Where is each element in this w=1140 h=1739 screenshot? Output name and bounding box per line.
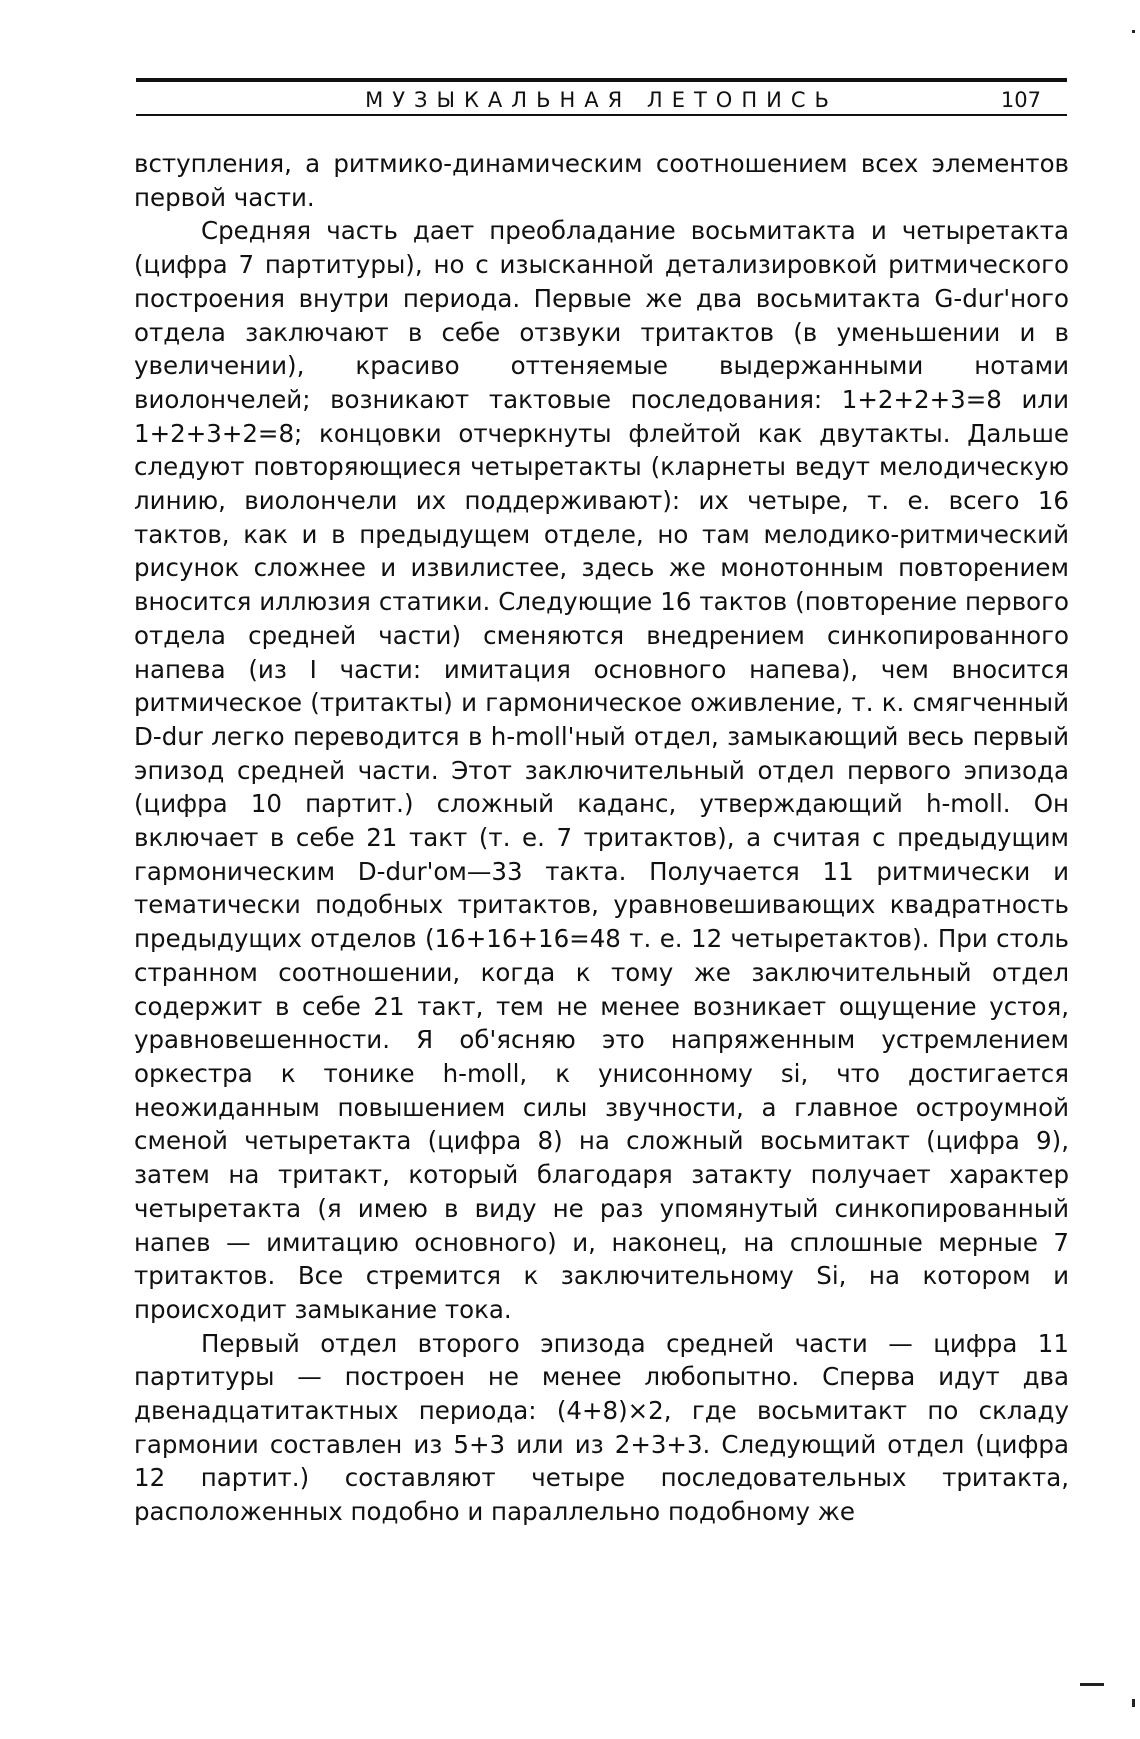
print-speck [1132,1699,1135,1707]
paragraph-middle-section: Средняя часть дает преобладание восьмитакта и четыретакта (цифра 7 партитуры), но с изысканной детализировкой ритмического построения внутри периода. Первые же два восьмитакта G-dur'ного отдела заключают в себе отзвуки тритактов (в уменьшении и в увеличении), красиво оттеняемые выдержанными нотами виолончелей; возникают тактовые последования: 1+2+2+3=8 или 1+2+3+2=8; концовки отчеркнуты флейтой как двутакты. Дальше следуют повторяющиеся четыретакты (кларнеты ведут мелодическую линию, виолончели их поддерживают): их четыре, т. е. всего 16 тактов, как и в предыдущем отделе, но там мелодико-ритмический рисунок сложнее и извилистее, здесь же монотонным повторением вносится иллюзия статики. Следующие 16 тактов (повторение первого отдела средней части) сменяются внедрением синкопированного напева (из I части: имитация основного напева), чем вносится ритмическое (тритакты) и гармоническое оживление, т. к. смягченный D-dur легко переводится в h-moll'ный отдел, замыкающий весь первый эпизод средней части. Этот заключительный отдел первого эпизода (цифра 10 партит.) сложный каданс, утверждающий h-moll. Он включает в себе 21 такт (т. е. 7 тритактов), а считая с предыдущим гармоническим D-dur'ом—33 такта. Получается 11 ритмически и тематически подобных тритактов, уравновешивающих квадратность предыдущих отделов (16+16+16=48 т. е. 12 четыретактов). При столь странном соотношении, когда к тому же заключительный отдел содержит в себе 21 такт, тем не менее возникает ощущение устоя, уравновешенности. Я об'ясняю это напряженным устремлением оркестра к тонике h-moll, к унисонному si, что достигается неожиданным повышением силы звучности, а главное остроумной сменой четыретакта (цифра 8) на сложный восьмитакт (цифра 9), затем на тритакт, который благодаря затакту получает характер четыретакта (я имею в виду не раз упомянутый синкопированный напев — имитацию основного) и, наконец, на сплошные мерные 7 тритактов. Все стремится к заключительному Si, на котором и происходит замыкание тока. [134,216,1069,1324]
page-header [136,78,1067,118]
header-top-rule [136,78,1067,82]
page-number: 107 [1000,88,1041,112]
paragraph-second-episode: Первый отдел второго эпизода средней части — цифра 11 партитуры — построен не менее любопытно. Сперва идут два двенадцатитактных периода: (4+8)×2, где восьмитакт по складу гармонии составлен из 5+3 или из 2+3+3. Следующий отдел (цифра 12 партит.) составляют четыре последовательных тритакта, расположенных подобно и параллельно подобному же [134,1328,1069,1527]
running-title: МУЗЫКАЛЬНАЯ ЛЕТОПИСЬ [365,88,838,112]
print-speck [1132,30,1135,33]
paragraph-continuation: вступления, а ритмико-динамическим соотношением всех элементов первой части. [134,149,1069,212]
header-bottom-rule [136,114,1067,116]
print-speck [1080,1683,1104,1686]
body-text [134,147,1069,1529]
